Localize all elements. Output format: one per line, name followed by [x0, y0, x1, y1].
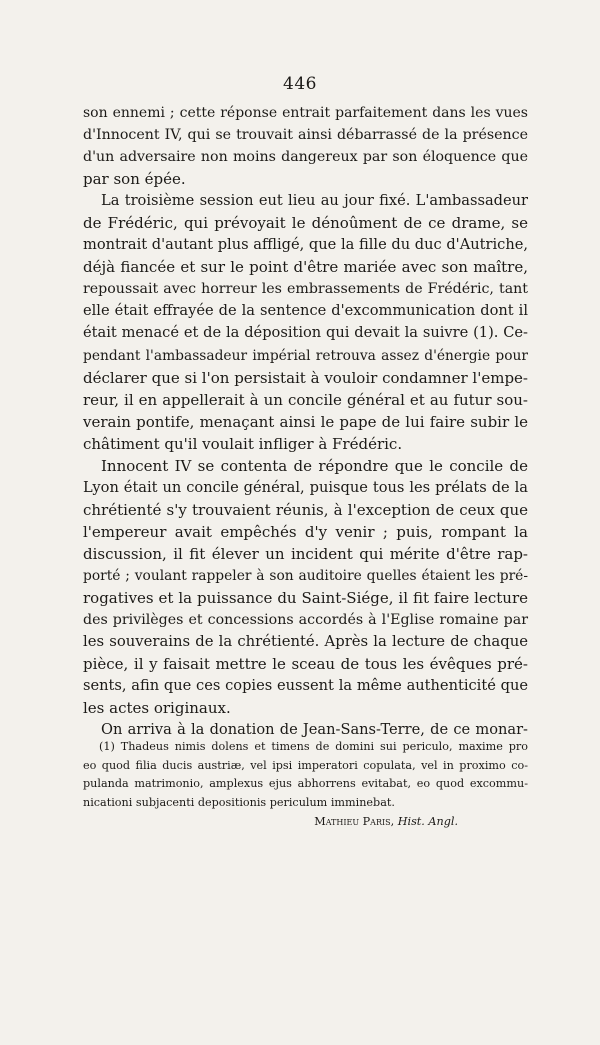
- text-line: repoussait avec horreur les embrassements de Frédéric, tant: [83, 281, 528, 298]
- text-line: pendant l'ambassadeur impérial retrouva assez d'énergie pour: [83, 347, 528, 364]
- text-line: l'empereur avait empêchés d'y venir ; puis, rompant la: [83, 522, 528, 541]
- footnote: [83, 738, 528, 812]
- body-text: [83, 102, 528, 741]
- text-line: châtiment qu'il voulait infliger à Frédéric.: [83, 434, 403, 453]
- text-line: rogatives et la puissance du Saint-Siége, il fit faire lecture: [83, 589, 528, 608]
- text-line: par son épée.: [83, 170, 186, 189]
- text-line: La troisième session eut lieu au jour fixé. L'ambassadeur: [101, 192, 528, 210]
- text-line: de Frédéric, qui prévoyait le dénoûment de ce drame, se: [83, 214, 528, 233]
- footnote-line: eo quod filia ducis austriæ, vel ipsi imperatori copulata, vel in proximo co-: [83, 758, 528, 772]
- text-line: des privilèges et concessions accordés à l'Eglise romaine par: [83, 612, 528, 629]
- text-line: sents, afin que ces copies eussent la même authenticité que: [83, 677, 528, 695]
- text-line: d'Innocent IV, qui se trouvait ainsi débarrassé de la présence: [83, 127, 528, 144]
- footnote-attribution: [83, 815, 458, 828]
- text-line: discussion, il fit élever un incident qui mérite d'être rap-: [83, 544, 528, 563]
- text-line: les actes originaux.: [83, 699, 231, 718]
- page-number: 446: [283, 74, 317, 94]
- text-line: porté ; voulant rappeler à son auditoire quelles étaient les pré-: [83, 567, 528, 584]
- footnote-line: nicationi subjacenti depositionis periculum imminebat.: [83, 795, 395, 809]
- text-line: était menacé et de la déposition qui devait la suivre (1). Ce-: [83, 324, 528, 342]
- text-line: elle était effrayée de la sentence d'excommunication dont il: [83, 302, 528, 320]
- text-line: reur, il en appellerait à un concile général et au futur sou-: [83, 390, 528, 409]
- text-line: chrétienté s'y trouvaient réunis, à l'exception de ceux que: [83, 500, 528, 519]
- text-line: déjà fiancée et sur le point d'être mariée avec son maître,: [83, 258, 528, 277]
- text-line: Lyon était un concile général, puisque tous les prélats de la: [83, 478, 528, 496]
- footnote-line: pulanda matrimonio, amplexus ejus abhorrens evitabat, eo quod excommu-: [83, 777, 528, 790]
- text-line: son ennemi ; cette réponse entrait parfaitement dans les vues: [83, 105, 528, 121]
- text-line: déclarer que si l'on persistait à vouloir condamner l'empe-: [83, 368, 528, 387]
- text-line: Innocent IV se contenta de répondre que le concile de: [101, 456, 528, 475]
- text-line: d'un adversaire non moins dangereux par son éloquence que: [83, 149, 528, 166]
- footnote-author: Mathieu Paris,: [314, 815, 395, 828]
- text-line: verain pontife, menaçant ainsi le pape de lui faire subir le: [83, 412, 528, 431]
- text-line: pièce, il y faisait mettre le sceau de tous les évêques pré-: [83, 655, 528, 674]
- footnote-line: (1) Thadeus nimis dolens et timens de domini sui periculo, maxime pro: [99, 740, 528, 753]
- text-line: On arriva à la donation de Jean-Sans-Terre, de ce monar-: [101, 721, 528, 739]
- text-line: montrait d'autant plus affligé, que la fille du duc d'Autriche,: [83, 236, 528, 254]
- text-line: les souverains de la chrétienté. Après la lecture de chaque: [83, 633, 528, 651]
- footnote-work: Hist. Angl.: [397, 815, 458, 828]
